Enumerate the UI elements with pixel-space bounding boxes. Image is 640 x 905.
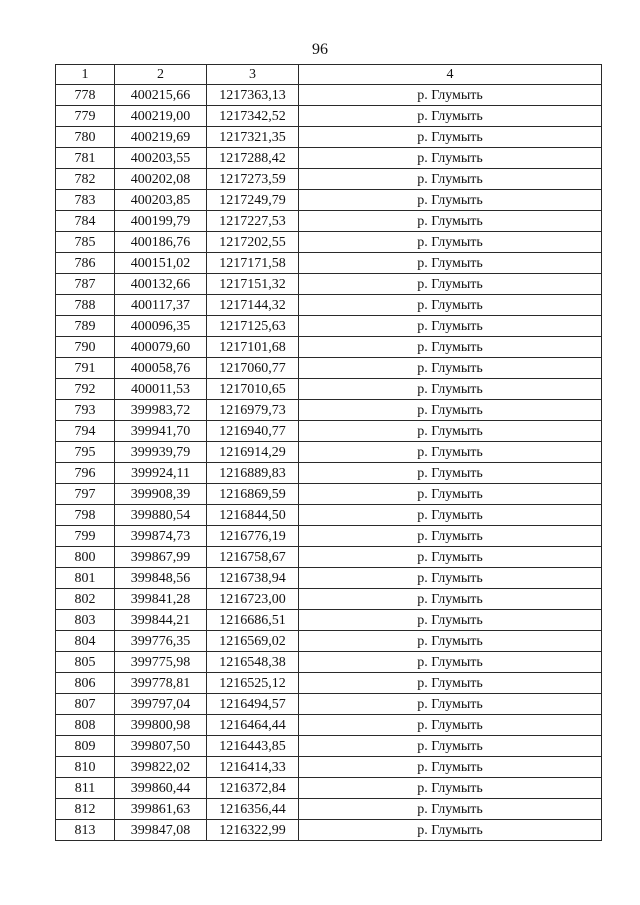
table-row (56, 631, 602, 652)
table-row (56, 106, 602, 127)
table-row (56, 85, 602, 106)
y-coordinate-cell: 1217249,79 (207, 190, 299, 211)
point-number-cell: 804 (56, 631, 115, 652)
table-row (56, 442, 602, 463)
x-coordinate-cell: 400219,69 (115, 127, 207, 148)
table-row (56, 232, 602, 253)
table-row (56, 211, 602, 232)
coordinates-table (55, 64, 602, 841)
x-coordinate-cell: 400215,66 (115, 85, 207, 106)
y-coordinate-cell: 1216443,85 (207, 736, 299, 757)
y-coordinate-cell: 1216464,44 (207, 715, 299, 736)
y-coordinate-cell: 1216525,12 (207, 673, 299, 694)
table-row (56, 358, 602, 379)
table-row (56, 736, 602, 757)
x-coordinate-cell: 399776,35 (115, 631, 207, 652)
y-coordinate-cell: 1216372,84 (207, 778, 299, 799)
header-row (56, 65, 602, 85)
y-coordinate-cell: 1216844,50 (207, 505, 299, 526)
point-number-cell: 796 (56, 463, 115, 484)
column-header-4: 4 (299, 65, 602, 85)
x-coordinate-cell: 399983,72 (115, 400, 207, 421)
description-cell: р. Глумыть (299, 421, 602, 442)
description-cell: р. Глумыть (299, 211, 602, 232)
description-cell: р. Глумыть (299, 169, 602, 190)
x-coordinate-cell: 399778,81 (115, 673, 207, 694)
y-coordinate-cell: 1217227,53 (207, 211, 299, 232)
table-body (56, 85, 602, 841)
y-coordinate-cell: 1217202,55 (207, 232, 299, 253)
point-number-cell: 811 (56, 778, 115, 799)
description-cell: р. Глумыть (299, 652, 602, 673)
x-coordinate-cell: 399908,39 (115, 484, 207, 505)
description-cell: р. Глумыть (299, 526, 602, 547)
point-number-cell: 801 (56, 568, 115, 589)
page-number: 96 (312, 41, 328, 58)
y-coordinate-cell: 1216322,99 (207, 820, 299, 841)
x-coordinate-cell: 400203,85 (115, 190, 207, 211)
y-coordinate-cell: 1216869,59 (207, 484, 299, 505)
y-coordinate-cell: 1217342,52 (207, 106, 299, 127)
x-coordinate-cell: 400203,55 (115, 148, 207, 169)
point-number-cell: 784 (56, 211, 115, 232)
table-row (56, 295, 602, 316)
table-row (56, 148, 602, 169)
description-cell: р. Глумыть (299, 85, 602, 106)
x-coordinate-cell: 399841,28 (115, 589, 207, 610)
table-row (56, 757, 602, 778)
y-coordinate-cell: 1216723,00 (207, 589, 299, 610)
y-coordinate-cell: 1217151,32 (207, 274, 299, 295)
point-number-cell: 781 (56, 148, 115, 169)
y-coordinate-cell: 1217321,35 (207, 127, 299, 148)
x-coordinate-cell: 400011,53 (115, 379, 207, 400)
table-row (56, 694, 602, 715)
description-cell: р. Глумыть (299, 736, 602, 757)
point-number-cell: 810 (56, 757, 115, 778)
table-row (56, 421, 602, 442)
point-number-cell: 798 (56, 505, 115, 526)
point-number-cell: 792 (56, 379, 115, 400)
x-coordinate-cell: 399867,99 (115, 547, 207, 568)
table-header (56, 65, 602, 85)
x-coordinate-cell: 399822,02 (115, 757, 207, 778)
x-coordinate-cell: 399939,79 (115, 442, 207, 463)
table-row (56, 127, 602, 148)
point-number-cell: 807 (56, 694, 115, 715)
point-number-cell: 794 (56, 421, 115, 442)
table-row (56, 484, 602, 505)
description-cell: р. Глумыть (299, 778, 602, 799)
x-coordinate-cell: 399861,63 (115, 799, 207, 820)
table-row (56, 463, 602, 484)
table-row (56, 316, 602, 337)
y-coordinate-cell: 1217273,59 (207, 169, 299, 190)
point-number-cell: 805 (56, 652, 115, 673)
point-number-cell: 780 (56, 127, 115, 148)
y-coordinate-cell: 1217171,58 (207, 253, 299, 274)
table-row (56, 799, 602, 820)
description-cell: р. Глумыть (299, 610, 602, 631)
y-coordinate-cell: 1217010,65 (207, 379, 299, 400)
x-coordinate-cell: 399797,04 (115, 694, 207, 715)
description-cell: р. Глумыть (299, 799, 602, 820)
y-coordinate-cell: 1217363,13 (207, 85, 299, 106)
description-cell: р. Глумыть (299, 673, 602, 694)
y-coordinate-cell: 1216776,19 (207, 526, 299, 547)
description-cell: р. Глумыть (299, 253, 602, 274)
x-coordinate-cell: 400202,08 (115, 169, 207, 190)
y-coordinate-cell: 1216548,38 (207, 652, 299, 673)
x-coordinate-cell: 399847,08 (115, 820, 207, 841)
x-coordinate-cell: 399860,44 (115, 778, 207, 799)
column-header-1: 1 (56, 65, 115, 85)
point-number-cell: 802 (56, 589, 115, 610)
table-row (56, 673, 602, 694)
table-row (56, 715, 602, 736)
point-number-cell: 806 (56, 673, 115, 694)
table-row (56, 547, 602, 568)
point-number-cell: 788 (56, 295, 115, 316)
point-number-cell: 785 (56, 232, 115, 253)
point-number-cell: 799 (56, 526, 115, 547)
y-coordinate-cell: 1217144,32 (207, 295, 299, 316)
column-header-2: 2 (115, 65, 207, 85)
y-coordinate-cell: 1216356,44 (207, 799, 299, 820)
description-cell: р. Глумыть (299, 505, 602, 526)
description-cell: р. Глумыть (299, 274, 602, 295)
y-coordinate-cell: 1216914,29 (207, 442, 299, 463)
x-coordinate-cell: 399941,70 (115, 421, 207, 442)
description-cell: р. Глумыть (299, 127, 602, 148)
description-cell: р. Глумыть (299, 463, 602, 484)
x-coordinate-cell: 399880,54 (115, 505, 207, 526)
y-coordinate-cell: 1216738,94 (207, 568, 299, 589)
y-coordinate-cell: 1216686,51 (207, 610, 299, 631)
x-coordinate-cell: 400151,02 (115, 253, 207, 274)
x-coordinate-cell: 399844,21 (115, 610, 207, 631)
x-coordinate-cell: 399800,98 (115, 715, 207, 736)
y-coordinate-cell: 1216569,02 (207, 631, 299, 652)
description-cell: р. Глумыть (299, 757, 602, 778)
y-coordinate-cell: 1216979,73 (207, 400, 299, 421)
x-coordinate-cell: 399924,11 (115, 463, 207, 484)
x-coordinate-cell: 400058,76 (115, 358, 207, 379)
x-coordinate-cell: 400219,00 (115, 106, 207, 127)
description-cell: р. Глумыть (299, 715, 602, 736)
point-number-cell: 778 (56, 85, 115, 106)
point-number-cell: 786 (56, 253, 115, 274)
description-cell: р. Глумыть (299, 190, 602, 211)
y-coordinate-cell: 1217060,77 (207, 358, 299, 379)
x-coordinate-cell: 400132,66 (115, 274, 207, 295)
point-number-cell: 813 (56, 820, 115, 841)
description-cell: р. Глумыть (299, 232, 602, 253)
y-coordinate-cell: 1217125,63 (207, 316, 299, 337)
column-header-3: 3 (207, 65, 299, 85)
point-number-cell: 808 (56, 715, 115, 736)
description-cell: р. Глумыть (299, 568, 602, 589)
x-coordinate-cell: 400186,76 (115, 232, 207, 253)
description-cell: р. Глумыть (299, 820, 602, 841)
description-cell: р. Глумыть (299, 694, 602, 715)
point-number-cell: 782 (56, 169, 115, 190)
description-cell: р. Глумыть (299, 148, 602, 169)
point-number-cell: 797 (56, 484, 115, 505)
description-cell: р. Глумыть (299, 442, 602, 463)
point-number-cell: 787 (56, 274, 115, 295)
table-row (56, 589, 602, 610)
table-row (56, 190, 602, 211)
description-cell: р. Глумыть (299, 547, 602, 568)
description-cell: р. Глумыть (299, 316, 602, 337)
table-row (56, 505, 602, 526)
x-coordinate-cell: 399874,73 (115, 526, 207, 547)
point-number-cell: 800 (56, 547, 115, 568)
table-row (56, 778, 602, 799)
description-cell: р. Глумыть (299, 358, 602, 379)
table-row (56, 274, 602, 295)
description-cell: р. Глумыть (299, 631, 602, 652)
table-row (56, 610, 602, 631)
x-coordinate-cell: 400117,37 (115, 295, 207, 316)
table-row (56, 169, 602, 190)
x-coordinate-cell: 400079,60 (115, 337, 207, 358)
description-cell: р. Глумыть (299, 106, 602, 127)
point-number-cell: 809 (56, 736, 115, 757)
y-coordinate-cell: 1216758,67 (207, 547, 299, 568)
point-number-cell: 803 (56, 610, 115, 631)
x-coordinate-cell: 399775,98 (115, 652, 207, 673)
point-number-cell: 789 (56, 316, 115, 337)
description-cell: р. Глумыть (299, 379, 602, 400)
table-row (56, 337, 602, 358)
table-row (56, 820, 602, 841)
x-coordinate-cell: 400096,35 (115, 316, 207, 337)
x-coordinate-cell: 399807,50 (115, 736, 207, 757)
point-number-cell: 779 (56, 106, 115, 127)
x-coordinate-cell: 400199,79 (115, 211, 207, 232)
y-coordinate-cell: 1216414,33 (207, 757, 299, 778)
point-number-cell: 793 (56, 400, 115, 421)
description-cell: р. Глумыть (299, 589, 602, 610)
y-coordinate-cell: 1216940,77 (207, 421, 299, 442)
y-coordinate-cell: 1217288,42 (207, 148, 299, 169)
point-number-cell: 812 (56, 799, 115, 820)
table-row (56, 526, 602, 547)
description-cell: р. Глумыть (299, 295, 602, 316)
y-coordinate-cell: 1217101,68 (207, 337, 299, 358)
point-number-cell: 795 (56, 442, 115, 463)
table-row (56, 400, 602, 421)
description-cell: р. Глумыть (299, 400, 602, 421)
point-number-cell: 791 (56, 358, 115, 379)
point-number-cell: 790 (56, 337, 115, 358)
point-number-cell: 783 (56, 190, 115, 211)
y-coordinate-cell: 1216494,57 (207, 694, 299, 715)
x-coordinate-cell: 399848,56 (115, 568, 207, 589)
description-cell: р. Глумыть (299, 337, 602, 358)
table-row (56, 253, 602, 274)
table-row (56, 652, 602, 673)
table-row (56, 379, 602, 400)
y-coordinate-cell: 1216889,83 (207, 463, 299, 484)
description-cell: р. Глумыть (299, 484, 602, 505)
table-row (56, 568, 602, 589)
